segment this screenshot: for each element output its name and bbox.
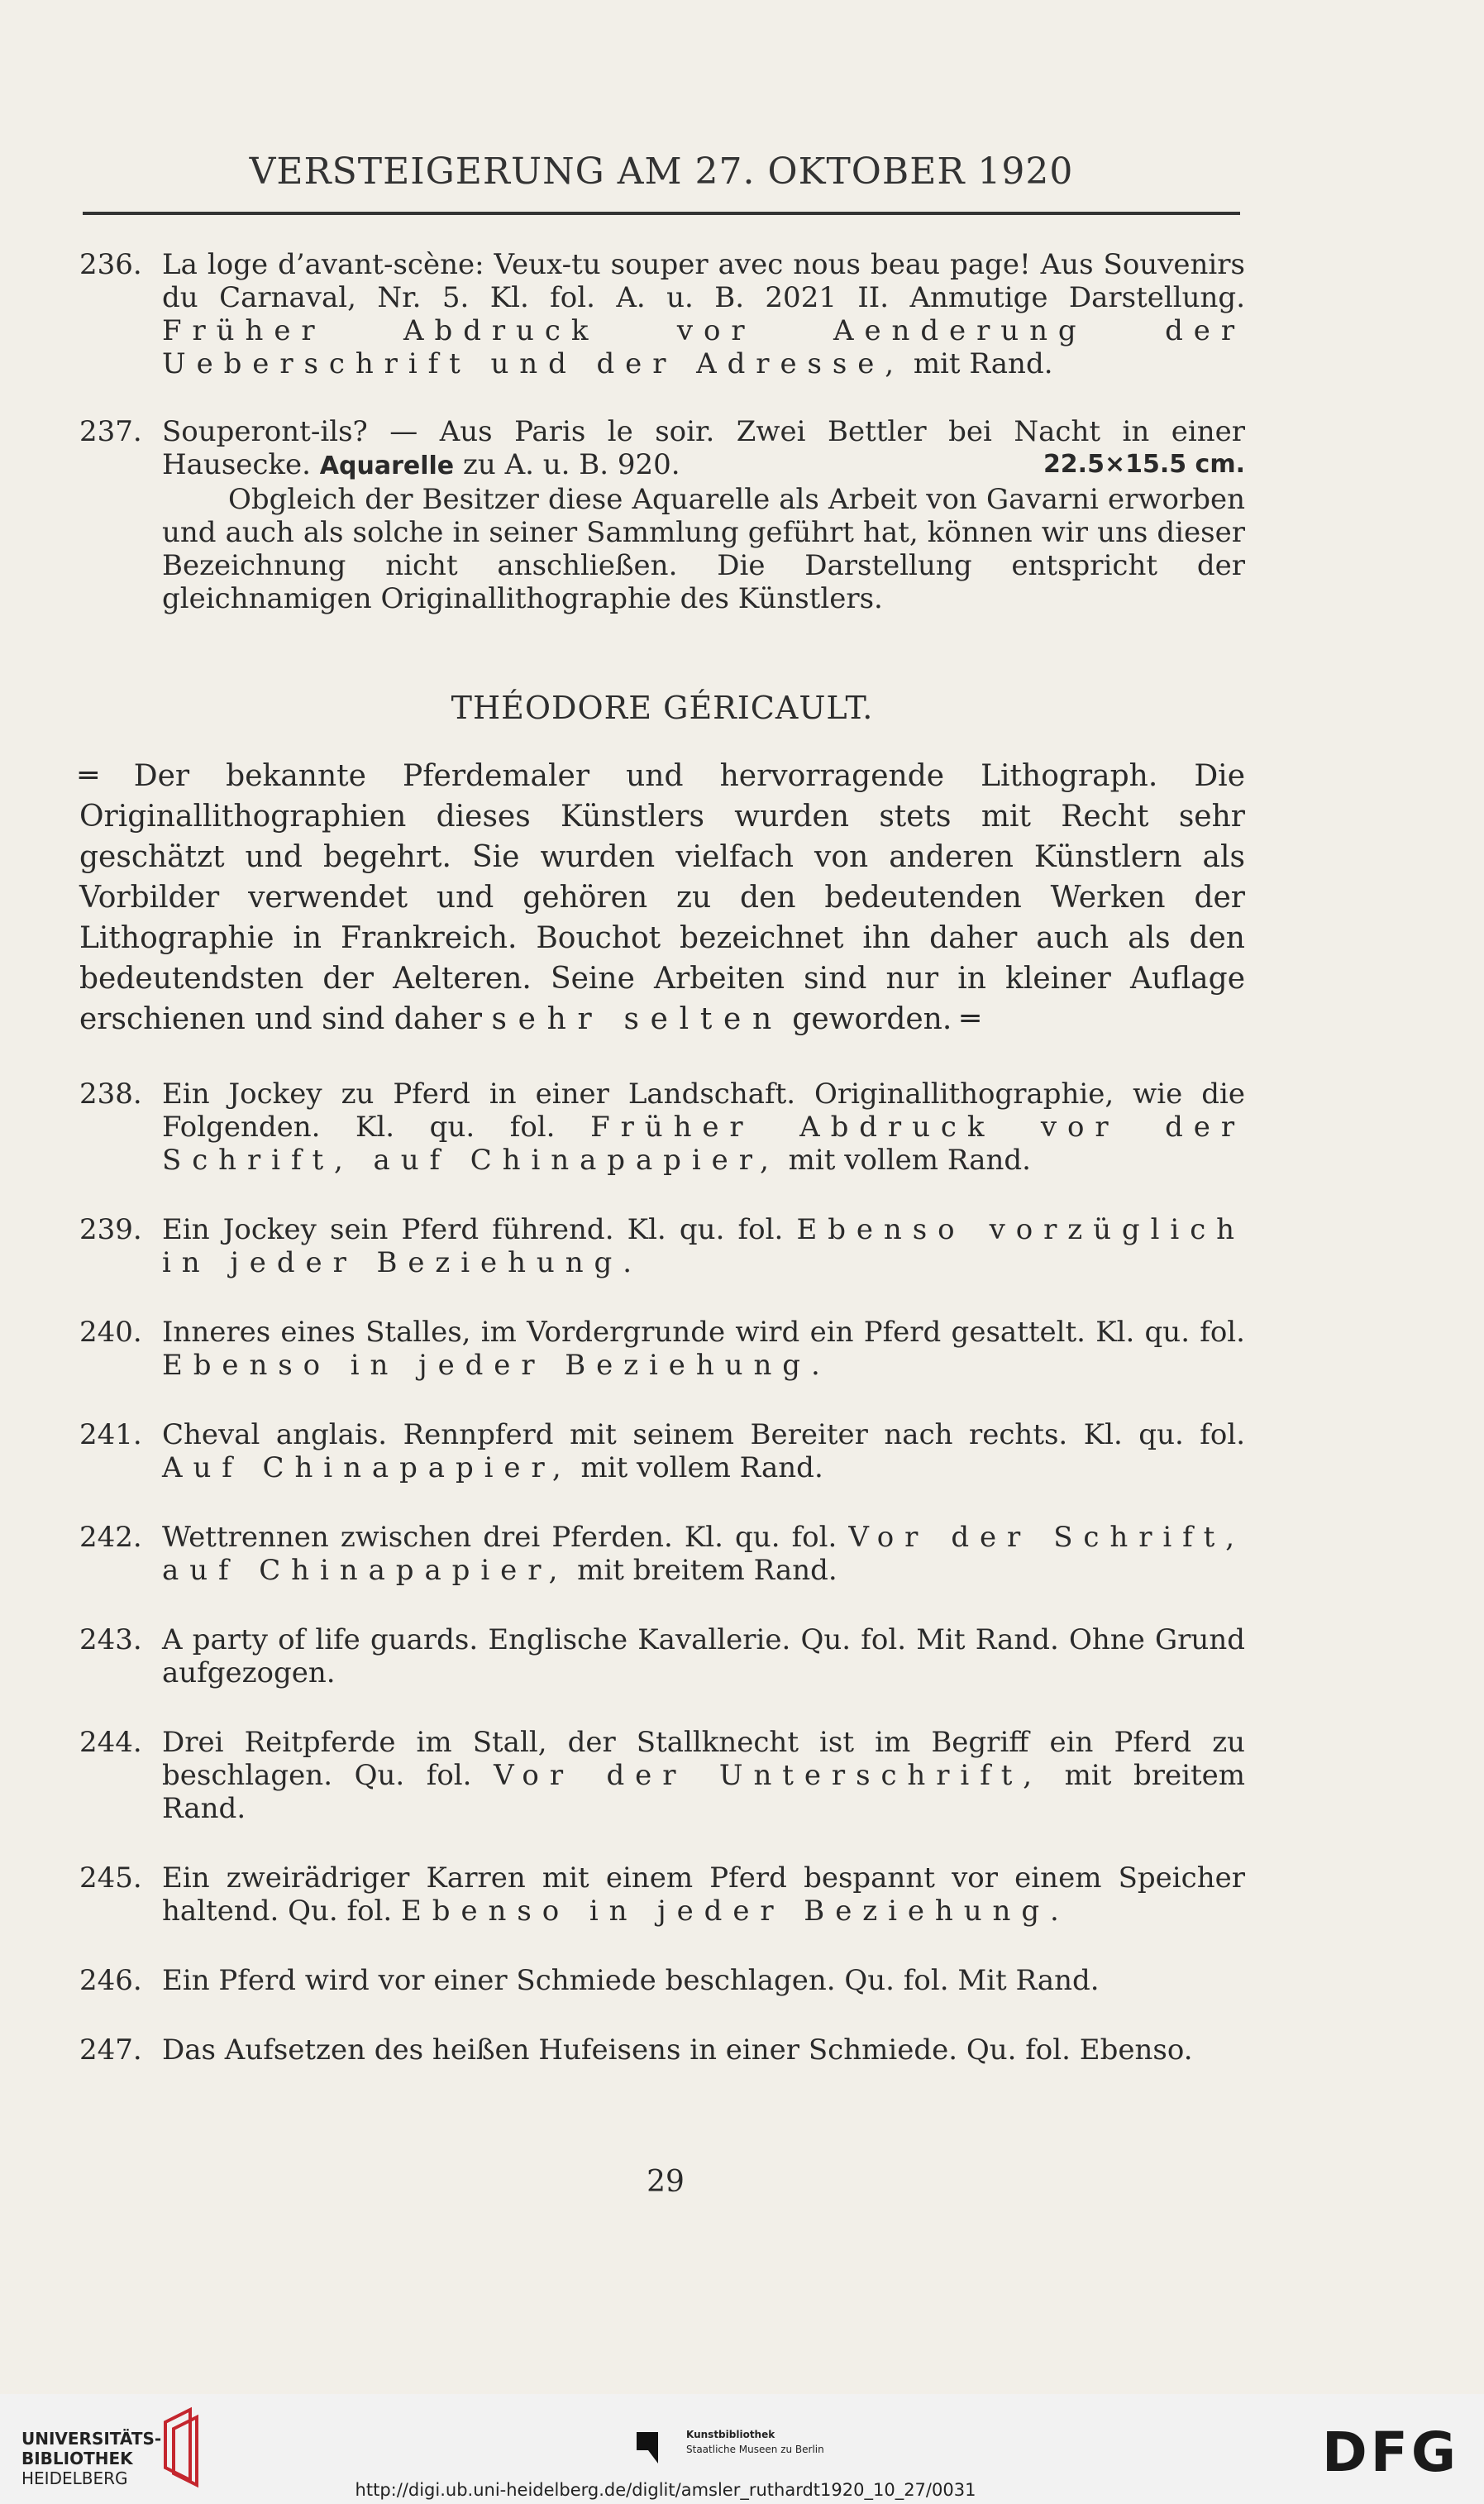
entry-242 — [79, 1521, 1245, 1587]
intro-text: ═ Der bekannte Pferdemaler und hervorragende Lithograph. Die Originallithographien dieses Künstlers wurden stets mit Recht sehr geschätzt und begehrt. Sie wurden vielfach von anderen Künstlern als Vorbilder verwendet und gehören zu den bedeutenden Werken der Lithographie in Frankreich. Bouchot bezeichnet ihn daher auch als den bedeutendsten der Aelteren. Seine Arbeiten sind nur in kleiner Auflage erschienen und sind daher — [79, 759, 1245, 1036]
entry-number: 236. — [79, 248, 142, 281]
entry-text-end: mit vollem Rand. — [788, 1144, 1031, 1177]
entry-number: 246. — [79, 1964, 142, 1997]
entry-238 — [79, 1078, 1245, 1177]
entry-240 — [79, 1316, 1245, 1382]
dfg-logo[interactable]: DFG — [1321, 2420, 1459, 2484]
entry-text: Wettrennen zwischen drei Pferden. Kl. qu. fol. — [162, 1521, 837, 1554]
viewer-footer — [0, 2394, 1484, 2504]
entry-244 — [79, 1726, 1245, 1825]
entry-245 — [79, 1861, 1245, 1928]
entry-text: Cheval anglais. Rennpferd mit seinem Bereiter nach rechts. Kl. qu. fol. — [162, 1418, 1245, 1451]
entry-text: Ein Jockey zu Pferd in einer Landschaft. Originallithographie, wie die Folgenden. Kl. qu. fol. — [162, 1078, 1245, 1144]
entry-247 — [79, 2033, 1245, 2067]
entry-243 — [79, 1623, 1245, 1689]
section-intro — [46, 756, 1278, 1039]
entry-text-end: mit breitem Rand. — [577, 1554, 837, 1587]
entry-text: Souperont-ils? — Aus Paris le soir. Zwei Bettler bei Nacht in einer Hausecke. — [162, 415, 1245, 481]
page-number: 29 — [647, 2165, 685, 2199]
entry-text: Ein Pferd wird vor einer Schmiede beschlagen. Qu. fol. Mit Rand. — [162, 1964, 1100, 1997]
entry-number: 241. — [79, 1418, 142, 1451]
entry-number: 243. — [79, 1623, 142, 1656]
kunstbibliothek-logo[interactable]: Kunstbibliothek Staatliche Museen zu Berlin — [686, 2429, 824, 2455]
entry-number: 242. — [79, 1521, 142, 1554]
entry-text-end: mit Rand. — [913, 347, 1053, 380]
entry-number: 239. — [79, 1213, 142, 1246]
entry-246 — [79, 1964, 1245, 1997]
entry-number: 247. — [79, 2033, 142, 2067]
entry-text-end: mit breitem Rand. — [162, 1759, 1246, 1825]
intro-text-end: geworden. ═ — [792, 1002, 980, 1036]
entry-note: Obgleich der Besitzer diese Aquarelle als Arbeit von Gavarni erworben und auch als solche in seiner Sammlung geführt hat, können wir uns dieser Bezeichnung nicht anschließen. Die Darstellung entspricht der gleichnamigen Originallithographie des Künstlers. — [162, 483, 1245, 615]
running-head: VERSTEIGERUNG AM 27. OKTOBER 1920 — [249, 151, 1074, 193]
entry-text: Drei Reitpferde im Stall, der Stallknecht ist im Begriff ein Pferd zu beschlagen. Qu. fol. — [162, 1726, 1245, 1792]
ub-heidelberg-logo[interactable]: UNIVERSITÄTS- BIBLIOTHEK HEIDELBERG — [21, 2429, 162, 2488]
entry-number: 238. — [79, 1078, 142, 1111]
entry-spaced-text: Auf Chinapapier, — [162, 1451, 572, 1484]
header-rule — [83, 212, 1240, 215]
entry-text: Inneres eines Stalles, im Vordergrunde wird ein Pferd gesattelt. Kl. qu. fol. — [162, 1316, 1245, 1349]
entry-number: 237. — [79, 415, 142, 448]
entry-text-end: mit vollem Rand. — [580, 1451, 823, 1484]
entry-text: Das Aufsetzen des heißen Hufeisens in einer Schmiede. Qu. fol. Ebenso. — [162, 2033, 1193, 2067]
entry-241 — [79, 1418, 1245, 1484]
entry-spaced-text: Vor der Unterschrift, — [494, 1759, 1043, 1792]
entry-239 — [79, 1213, 1245, 1279]
entry-number: 244. — [79, 1726, 142, 1759]
entry-number: 245. — [79, 1861, 142, 1895]
entry-text-end: zu A. u. B. 920. — [462, 448, 680, 481]
entry-dimensions: 22.5×15.5 cm. — [1043, 450, 1245, 479]
entry-spaced-text: Ebenso in jeder Beziehung. — [162, 1349, 831, 1382]
entry-spaced-text: Ebenso in jeder Beziehung. — [401, 1895, 1070, 1928]
ub-logo-mark-icon — [157, 2406, 207, 2488]
intro-spaced-text: sehr selten — [491, 1002, 783, 1036]
kunstbibliothek-logo-icon — [633, 2425, 671, 2465]
entry-text: Ein zweirädriger Karren mit einem Pferd bespannt vor einem Speicher haltend. Qu. fol. — [162, 1861, 1245, 1928]
permalink-url[interactable]: http://digi.ub.uni-heidelberg.de/diglit/amsler_ruthardt1920_10_27/0031 — [355, 2480, 976, 2500]
entry-spaced-text: Früher Abdruck vor Aenderung der Ueberschrift und der Adresse, — [162, 314, 1245, 380]
entry-237 — [79, 415, 1245, 615]
entry-spaced-text: Ebenso vorzüglich in jeder Beziehung. — [162, 1213, 1245, 1279]
section-title: THÉODORE GÉRICAULT. — [451, 690, 874, 726]
entry-236 — [79, 248, 1245, 380]
entry-spaced-text: Früher Abdruck vor der Schrift, auf Chinapapier, — [162, 1111, 1245, 1177]
catalogue-entries — [79, 248, 1245, 2067]
entry-number: 240. — [79, 1316, 142, 1349]
entry-spaced-text: Vor der Schrift, auf Chinapapier, — [162, 1521, 1245, 1587]
entry-text: La loge d’avant-scène: Veux-tu souper avec nous beau page! Aus Souvenirs du Carnaval, Nr. 5. Kl. fol. A. u. B. 2021 II. Anmutige Darstellung. — [162, 248, 1245, 314]
entry-text: A party of life guards. Englische Kavallerie. Qu. fol. Mit Rand. Ohne Grund aufgezogen. — [162, 1623, 1245, 1689]
entry-text: Ein Jockey sein Pferd führend. Kl. qu. fol. — [162, 1213, 784, 1246]
entry-bold-text: Aquarelle — [319, 452, 455, 480]
